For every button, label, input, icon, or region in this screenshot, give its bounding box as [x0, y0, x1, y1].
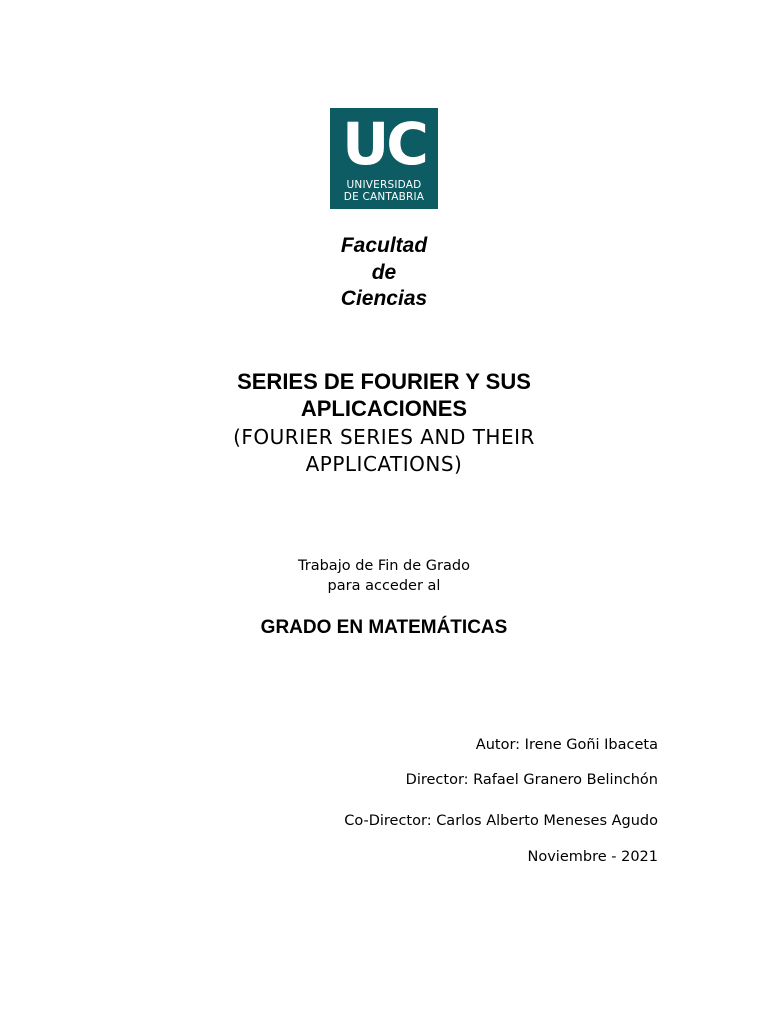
- logo-letters: UC: [342, 110, 426, 178]
- faculty-name: [0, 233, 768, 313]
- work-line-2: para acceder al: [327, 578, 441, 594]
- university-logo: [330, 108, 438, 209]
- faculty-line-3: Ciencias: [340, 287, 428, 310]
- degree-name: GRADO EN MATEMÁTICAS: [260, 617, 508, 638]
- title-line-2: APLICACIONES: [300, 396, 468, 421]
- faculty-line-1: Facultad: [340, 234, 428, 257]
- director-line: Director: Rafael Granero Belinchón: [405, 772, 658, 788]
- work-line-1: Trabajo de Fin de Grado: [298, 558, 470, 574]
- work-description: [0, 556, 768, 596]
- subtitle-line-1: (FOURIER SERIES AND THEIR: [233, 425, 535, 449]
- date-line: Noviembre - 2021: [527, 849, 658, 865]
- author-line: Autor: Irene Goñi Ibaceta: [475, 737, 658, 753]
- title-line-1: SERIES DE FOURIER Y SUS: [237, 369, 531, 394]
- codirector-line: Co-Director: Carlos Alberto Meneses Agudo: [344, 813, 658, 829]
- logo-text-line-2: DE CANTABRIA: [343, 191, 425, 203]
- document-title: [0, 368, 768, 422]
- document-subtitle: [0, 424, 768, 478]
- logo-text-line-1: UNIVERSIDAD: [346, 179, 422, 191]
- faculty-line-2: de: [371, 260, 397, 284]
- subtitle-line-2: APPLICATIONS): [305, 452, 463, 476]
